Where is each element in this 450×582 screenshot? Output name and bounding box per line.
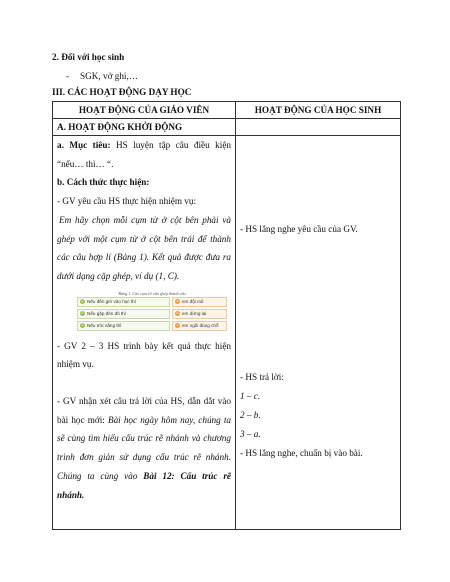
objective-label: a. Mục tiêu: <box>57 140 111 150</box>
section-2-bullet: - SGK, vở ghi,… <box>66 71 138 81</box>
figure-left-text: Nếu đến giờ vào học thì <box>87 298 136 304</box>
hs-answer-1: 1 – c. <box>240 391 261 401</box>
figure-grid <box>77 297 227 331</box>
objective-text: HS luyện tập câu điều kiện “nếu… thì… “. <box>57 140 231 169</box>
header-student: HOẠT ĐỘNG CỦA HỌC SINH <box>236 102 401 119</box>
matching-figure <box>77 290 227 331</box>
activity-table <box>52 101 401 530</box>
method-label: b. Cách thức thực hiện: <box>57 177 150 188</box>
number-badge: 3 <box>81 323 84 328</box>
lesson-title: Bài 12: Cấu trúc rẽ nhánh. <box>57 470 232 500</box>
figure-left-text: Nếu trời nắng thì <box>87 322 122 328</box>
teacher-activity-cell <box>53 136 236 530</box>
spacer <box>57 374 231 392</box>
figure-right-text: em dừng lại <box>182 310 207 316</box>
letter-badge: a <box>176 299 179 304</box>
figure-right-text: em ngồi đúng chỗ <box>182 322 219 328</box>
figure-right-text: em đội mũ <box>182 298 204 304</box>
gv-comment-italic: Bài học ngày hôm nay, chúng ta sẽ cùng tìm hiểu cấu trúc rẽ nhánh và chương trình đơn giản sử dụng cấu trúc rẽ nhánh. Chúng ta cùng vào <box>57 414 231 481</box>
student-activity-cell <box>236 136 401 530</box>
section-2-title: 2. Đối với học sinh <box>52 52 125 62</box>
section-3-title: III. CÁC HOẠT ĐỘNG DẠY HỌC <box>52 87 192 97</box>
gv-comment-paragraph <box>57 392 231 504</box>
hs-answer-2: 2 – b. <box>240 410 261 420</box>
objective-paragraph <box>57 136 231 173</box>
figure-right-item <box>172 297 227 307</box>
figure-left-item <box>77 321 170 331</box>
row-a-empty-cell <box>236 119 401 136</box>
gv-task-instruction: Em hãy chọn mỗi cụm từ ở cột bên phải và ghép với một cụm từ ở cột bên trái để thành các câu hợp lí (Bảng 1). Kết quả được đưa ra dưới dạng cặp ghép, ví dụ (1, C). <box>57 214 231 281</box>
hs-answer-3: 3 – a. <box>240 429 261 439</box>
letter-badge: c <box>176 323 179 328</box>
hs-listen: - HS lắng nghe yêu cầu của GV. <box>240 224 358 234</box>
letter-badge: b <box>176 311 179 316</box>
figure-right-item <box>172 309 227 319</box>
figure-right-item <box>172 321 227 331</box>
row-a-title: A. HOẠT ĐỘNG KHỞI ĐỘNG <box>57 122 183 132</box>
gv-comment: - GV nhận xét câu trả lời của HS, dẫn dắt vào bài học mới: <box>57 396 231 425</box>
figure-left-text: Nếu gặp đèn đỏ thì <box>87 310 127 316</box>
hs-prepare: - HS lắng nghe, chuẩn bị vào bài. <box>240 448 363 458</box>
hs-answer: - HS trả lời: <box>240 372 284 382</box>
number-badge: 2 <box>81 311 84 316</box>
figure-caption: Bảng 1. Các cụm từ cần ghép thành câu <box>118 290 186 296</box>
figure-left-item <box>77 309 170 319</box>
header-teacher: HOẠT ĐỘNG CỦA GIÁO VIÊN <box>53 102 236 119</box>
bullet-text: SGK, vở ghi,… <box>80 71 138 81</box>
number-badge: 1 <box>81 299 84 304</box>
gv-task: - GV yêu cầu HS thực hiện nhiệm vụ: <box>57 196 197 207</box>
figure-left-item <box>77 297 170 307</box>
gv-present: - GV 2 – 3 HS trình bày kết quả thực hiện nhiệm vụ. <box>57 340 231 370</box>
row-a-title-cell <box>53 119 236 136</box>
